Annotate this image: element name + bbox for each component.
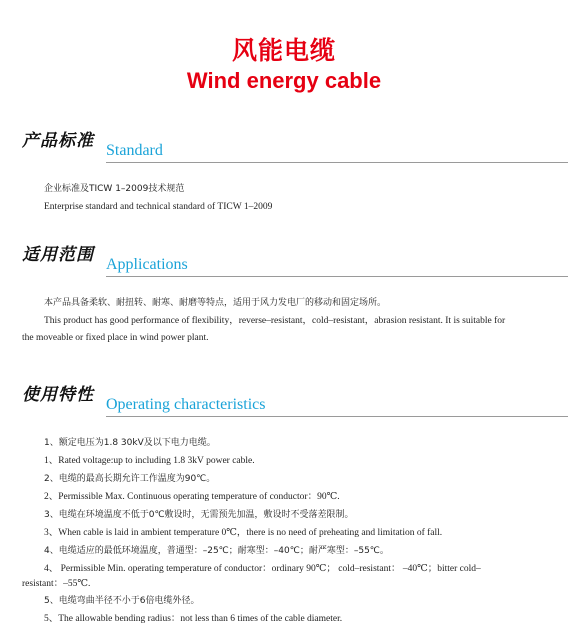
characteristic-5-chinese: 5、电缆弯曲半径不小于6倍电缆外径。: [44, 596, 200, 606]
characteristic-1-english: 1、Rated voltage:up to including 1.8 3kV power cable.: [44, 456, 255, 466]
characteristic-1-chinese: 1、额定电压为1.8 30kV及以下电力电缆。: [44, 438, 216, 448]
applications-heading-english: Applications: [106, 256, 188, 273]
applications-text-english-line1: This product has good performance of flexibility，reverse–resistant，cold–resistant，abrasion resistant. It is suitable for: [44, 316, 506, 326]
characteristic-5-english: 5、The allowable bending radius：not less than 6 times of the cable diameter.: [44, 614, 343, 624]
characteristic-4-english-line2: resistant：–55℃.: [22, 579, 91, 589]
standard-heading-english: Standard: [106, 142, 163, 159]
standard-text-english: Enterprise standard and technical standard of TICW 1–2009: [44, 202, 273, 212]
page-title-chinese: 风能电缆: [231, 36, 336, 65]
applications-text-chinese: 本产品具备柔软、耐扭转、耐寒、耐磨等特点，适用于风力发电厂的移动和固定场所。: [44, 298, 387, 308]
standard-section-header: [22, 131, 568, 167]
applications-heading-divider: [106, 276, 568, 277]
characteristics-heading-english: Operating characteristics: [106, 396, 266, 413]
characteristics-section-header: [22, 385, 568, 421]
characteristic-3-chinese: 3、电缆在环境温度不低于0℃敷设时，无需预先加温，敷设时不受落差限制。: [44, 510, 354, 520]
characteristic-3-english: 3、When cable is laid in ambient temperature 0℃，there is no need of preheating and limitation of fall.: [44, 528, 443, 538]
applications-section-header: [22, 245, 568, 281]
applications-heading-chinese: 适用范围: [22, 245, 94, 265]
characteristics-heading-chinese: 使用特性: [22, 385, 94, 405]
page-title-english: Wind energy cable: [186, 68, 382, 93]
applications-text-english-line2: the moveable or fixed place in wind power plant.: [22, 333, 209, 343]
characteristic-4-english-line1: 4、 Permissible Min. operating temperature of conductor：ordinary 90℃； cold–resistant： –40℃；bitter cold–: [44, 564, 481, 574]
characteristic-4-chinese: 4、电缆适应的最低环境温度，普通型：–25℃；耐寒型：–40℃；耐严寒型：–55℃。: [44, 546, 389, 556]
characteristic-2-english: 2、Permissible Max. Continuous operating temperature of conductor：90℃.: [44, 492, 340, 502]
standard-heading-divider: [106, 162, 568, 163]
standard-text-chinese: 企业标准及TICW 1–2009技术规范: [44, 184, 185, 194]
characteristic-2-chinese: 2、电缆的最高长期允许工作温度为90℃。: [44, 474, 216, 484]
standard-heading-chinese: 产品标准: [22, 131, 94, 151]
characteristics-heading-divider: [106, 416, 568, 417]
